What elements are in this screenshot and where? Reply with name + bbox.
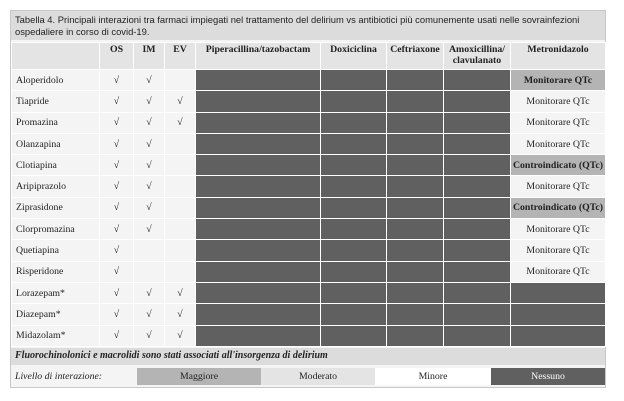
doxiciclina-cell (321, 133, 387, 154)
im-cell: √ (134, 325, 165, 346)
interaction-table-figure (10, 10, 606, 388)
ceftriaxone-cell (387, 197, 444, 218)
drug-name: Diazepam* (12, 304, 100, 325)
header-ev: EV (165, 43, 196, 70)
ev-cell (165, 261, 196, 282)
piperacillina-cell (196, 112, 321, 133)
table-row (12, 282, 606, 303)
drug-name: Tiapride (12, 91, 100, 112)
doxiciclina-cell (321, 304, 387, 325)
os-cell: √ (100, 219, 134, 240)
os-cell: √ (100, 155, 134, 176)
table-header-row (12, 43, 606, 70)
header-cell (12, 43, 100, 70)
os-cell: √ (100, 304, 134, 325)
metronidazolo-cell (511, 282, 606, 303)
piperacillina-cell (196, 155, 321, 176)
doxiciclina-cell (321, 70, 387, 91)
im-cell: √ (134, 282, 165, 303)
im-cell: √ (134, 197, 165, 218)
header-metronidazolo: Metronidazolo (511, 43, 606, 70)
amoxicillina-cell (444, 91, 511, 112)
interaction-table (11, 42, 606, 347)
ceftriaxone-cell (387, 261, 444, 282)
im-cell: √ (134, 155, 165, 176)
drug-name: Ziprasidone (12, 197, 100, 218)
os-cell: √ (100, 176, 134, 197)
ev-cell (165, 219, 196, 240)
doxiciclina-cell (321, 112, 387, 133)
drug-name: Quetiapina (12, 240, 100, 261)
drug-name: Risperidone (12, 261, 100, 282)
header-os: OS (100, 43, 134, 70)
piperacillina-cell (196, 197, 321, 218)
ceftriaxone-cell (387, 112, 444, 133)
table-row (12, 219, 606, 240)
drug-name: Clotiapina (12, 155, 100, 176)
ev-cell: √ (165, 282, 196, 303)
table-row (12, 197, 606, 218)
ev-cell: √ (165, 91, 196, 112)
drug-name: Clorpromazina (12, 219, 100, 240)
os-cell: √ (100, 261, 134, 282)
piperacillina-cell (196, 325, 321, 346)
doxiciclina-cell (321, 261, 387, 282)
ev-cell (165, 133, 196, 154)
os-cell: √ (100, 282, 134, 303)
os-cell: √ (100, 240, 134, 261)
metronidazolo-cell: Monitorare QTc (511, 219, 606, 240)
ceftriaxone-cell (387, 176, 444, 197)
metronidazolo-cell: Monitorare QTc (511, 261, 606, 282)
drug-name: Aloperidolo (12, 70, 100, 91)
legend-maggiore: Maggiore (137, 368, 261, 385)
doxiciclina-cell (321, 197, 387, 218)
ev-cell (165, 155, 196, 176)
table-footnote: Fluorochinolonici e macrolidi sono stati associati all'insorgenza di delirium (11, 348, 605, 365)
header-amoxicillina: Amoxicillina/ clavulanato (444, 43, 511, 70)
im-cell: √ (134, 304, 165, 325)
doxiciclina-cell (321, 282, 387, 303)
legend-title: Livello di interazione: (11, 368, 137, 385)
header-im: IM (134, 43, 165, 70)
table-row (12, 261, 606, 282)
im-cell (134, 240, 165, 261)
drug-name: Olanzapina (12, 133, 100, 154)
drug-name: Promazina (12, 112, 100, 133)
os-cell: √ (100, 112, 134, 133)
amoxicillina-cell (444, 133, 511, 154)
piperacillina-cell (196, 261, 321, 282)
piperacillina-cell (196, 176, 321, 197)
metronidazolo-cell: Monitorare QTc (511, 133, 606, 154)
doxiciclina-cell (321, 91, 387, 112)
amoxicillina-cell (444, 240, 511, 261)
im-cell: √ (134, 219, 165, 240)
header-doxiciclina: Doxiciclina (321, 43, 387, 70)
im-cell: √ (134, 112, 165, 133)
piperacillina-cell (196, 240, 321, 261)
table-caption: Tabella 4. Principali interazioni tra farmaci impiegati nel trattamento del delirium vs antibiotici più comunemente usati nelle sovrainfezioni ospedaliere in corso di covid-19. (11, 11, 605, 40)
ceftriaxone-cell (387, 304, 444, 325)
doxiciclina-cell (321, 219, 387, 240)
amoxicillina-cell (444, 282, 511, 303)
metronidazolo-cell: Monitorare QTc (511, 176, 606, 197)
im-cell: √ (134, 91, 165, 112)
ceftriaxone-cell (387, 219, 444, 240)
header-ceftriaxone: Ceftriaxone (387, 43, 444, 70)
ev-cell (165, 70, 196, 91)
legend-nessuno: Nessuno (491, 368, 605, 385)
table-row (12, 112, 606, 133)
ceftriaxone-cell (387, 133, 444, 154)
amoxicillina-cell (444, 155, 511, 176)
legend-moderato: Moderato (261, 368, 375, 385)
im-cell (134, 261, 165, 282)
legend-minore: Minore (375, 368, 491, 385)
ev-cell (165, 176, 196, 197)
ceftriaxone-cell (387, 155, 444, 176)
ceftriaxone-cell (387, 325, 444, 346)
table-row (12, 325, 606, 346)
amoxicillina-cell (444, 70, 511, 91)
ceftriaxone-cell (387, 240, 444, 261)
table-row (12, 133, 606, 154)
header-piperacillina: Piperacillina/tazobactam (196, 43, 321, 70)
table-row (12, 240, 606, 261)
table-row (12, 91, 606, 112)
os-cell: √ (100, 133, 134, 154)
os-cell: √ (100, 70, 134, 91)
im-cell: √ (134, 70, 165, 91)
metronidazolo-cell (511, 304, 606, 325)
ev-cell: √ (165, 112, 196, 133)
metronidazolo-cell: Monitorare QTc (511, 240, 606, 261)
os-cell: √ (100, 91, 134, 112)
table-row (12, 176, 606, 197)
ev-cell: √ (165, 304, 196, 325)
metronidazolo-cell: Controindicato (QTc) (511, 197, 606, 218)
ev-cell (165, 240, 196, 261)
doxiciclina-cell (321, 325, 387, 346)
doxiciclina-cell (321, 155, 387, 176)
ceftriaxone-cell (387, 282, 444, 303)
amoxicillina-cell (444, 197, 511, 218)
table-row (12, 70, 606, 91)
amoxicillina-cell (444, 304, 511, 325)
piperacillina-cell (196, 70, 321, 91)
drug-name: Lorazepam* (12, 282, 100, 303)
amoxicillina-cell (444, 112, 511, 133)
os-cell: √ (100, 325, 134, 346)
ev-cell (165, 197, 196, 218)
doxiciclina-cell (321, 176, 387, 197)
amoxicillina-cell (444, 219, 511, 240)
ev-cell: √ (165, 325, 196, 346)
doxiciclina-cell (321, 240, 387, 261)
metronidazolo-cell: Monitorare QTc (511, 112, 606, 133)
piperacillina-cell (196, 304, 321, 325)
piperacillina-cell (196, 219, 321, 240)
amoxicillina-cell (444, 261, 511, 282)
ceftriaxone-cell (387, 91, 444, 112)
piperacillina-cell (196, 91, 321, 112)
metronidazolo-cell: Controindicato (QTc) (511, 155, 606, 176)
amoxicillina-cell (444, 176, 511, 197)
table-row (12, 304, 606, 325)
metronidazolo-cell (511, 325, 606, 346)
os-cell: √ (100, 197, 134, 218)
amoxicillina-cell (444, 325, 511, 346)
drug-name: Aripiprazolo (12, 176, 100, 197)
metronidazolo-cell: Monitorare QTc (511, 70, 606, 91)
im-cell: √ (134, 133, 165, 154)
metronidazolo-cell: Monitorare QTc (511, 91, 606, 112)
drug-name: Midazolam* (12, 325, 100, 346)
table-row (12, 155, 606, 176)
im-cell: √ (134, 176, 165, 197)
ceftriaxone-cell (387, 70, 444, 91)
piperacillina-cell (196, 282, 321, 303)
interaction-legend (11, 368, 605, 385)
piperacillina-cell (196, 133, 321, 154)
